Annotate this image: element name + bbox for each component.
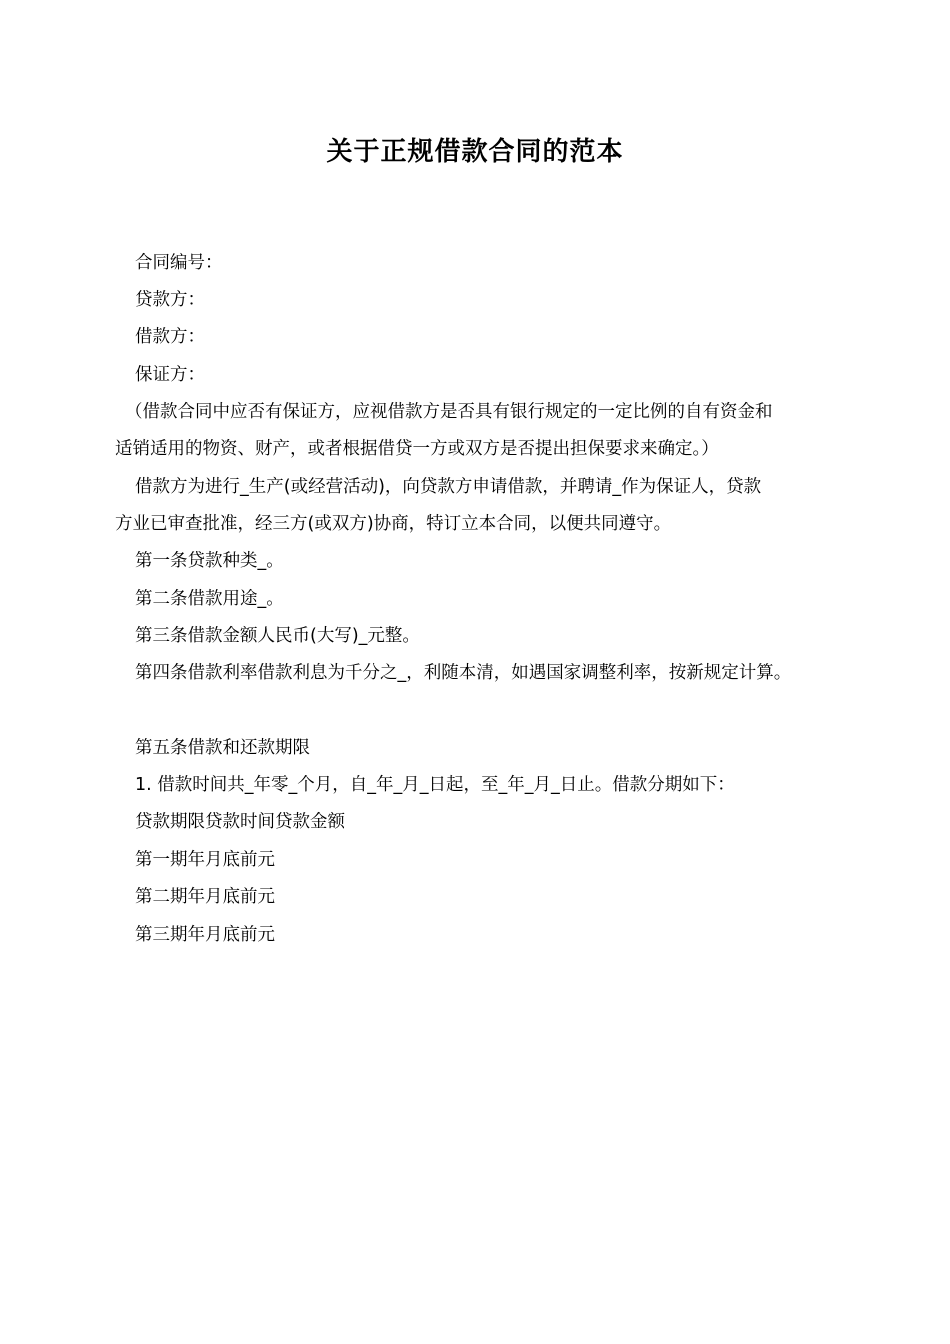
article-2: 第二条借款用途_。	[135, 589, 284, 609]
installment-row-2: 第二期年月底前元	[135, 887, 275, 907]
article-1: 第一条贷款种类_。	[135, 551, 284, 571]
article-3: 第三条借款金额人民币(大写)_元整。	[135, 626, 420, 646]
article-4: 第四条借款利率借款利息为千分之_，利随本清，如遇国家调整利率，按新规定计算。	[135, 663, 792, 683]
guarantor-note-line-1: （借款合同中应否有保证方，应视借款方是否具有银行规定的一定比例的自有资金和	[125, 402, 773, 422]
guarantor-line: 保证方：	[135, 365, 205, 385]
installment-header: 贷款期限贷款时间贷款金额	[135, 812, 345, 832]
document-title: 关于正规借款合同的范本	[326, 137, 624, 167]
article-5-item-1: 1. 借款时间共_年零_个月，自_年_月_日起，至_年_月_日止。借款分期如下：	[135, 775, 735, 795]
preamble-line-1: 借款方为进行_生产(或经营活动)，向贷款方申请借款，并聘请_作为保证人，贷款	[135, 477, 762, 497]
contract-number-line: 合同编号：	[135, 253, 223, 273]
installment-row-3: 第三期年月底前元	[135, 925, 275, 945]
guarantor-note-line-2: 适销适用的物资、财产，或者根据借贷一方或双方是否提出担保要求来确定。）	[115, 439, 719, 459]
lender-line: 贷款方：	[135, 290, 205, 310]
borrower-line: 借款方：	[135, 327, 205, 347]
installment-row-1: 第一期年月底前元	[135, 850, 275, 870]
preamble-line-2: 方业已审查批准，经三方(或双方)协商，特订立本合同，以便共同遵守。	[115, 514, 672, 534]
article-5-heading: 第五条借款和还款期限	[135, 738, 310, 758]
